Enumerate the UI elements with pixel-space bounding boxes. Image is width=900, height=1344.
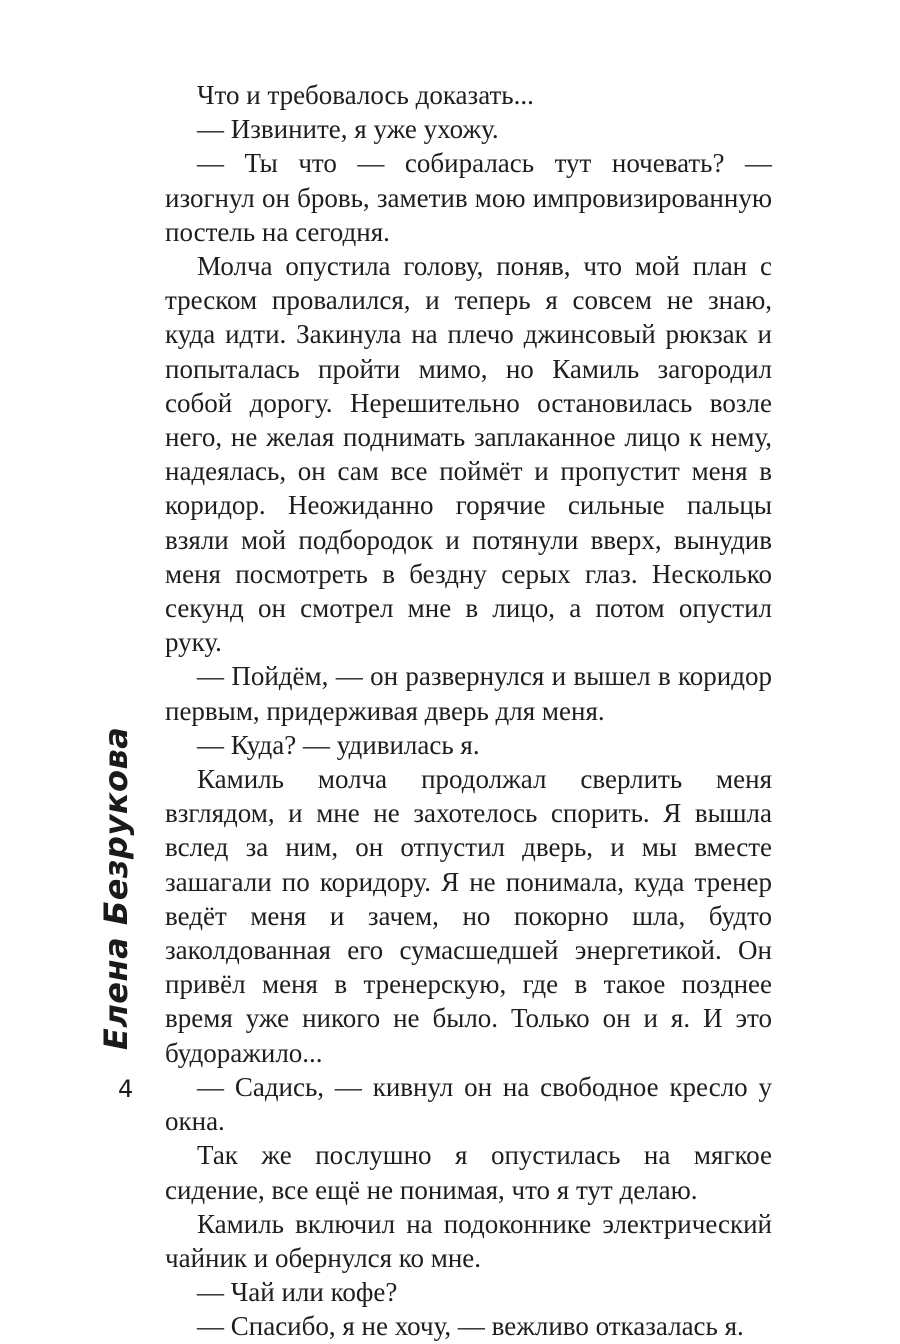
page-number: 4 xyxy=(118,1075,134,1103)
dialogue-line: — Садись, — кивнул он на свободное кресло у окна. xyxy=(165,1071,772,1137)
paragraph: Камиль молча продолжал сверлить меня взглядом, и мне не захотелось спорить. Я вышла вслед за ним, он отпустил дверь, и мы вместе зашагали по коридору. Я не понимала, куда тренер ведёт меня и зачем, но покорно шла, будто заколдованная его сумасшедшей энергетикой. Он привёл меня в тренерскую, где в такое позднее время уже никого не было. Только он и я. И это будоражило... xyxy=(165,764,772,1068)
paragraph: Камиль включил на подоконнике электрический чайник и обернулся ко мне. xyxy=(165,1208,772,1273)
dialogue-line: — Пойдём, — он развернулся и вышел в коридор первым, придерживая дверь для меня. xyxy=(165,661,772,726)
paragraph: Так же послушно я опустилась на мягкое сидение, все ещё не понимая, что я тут делаю. xyxy=(165,1140,772,1205)
page-body-text xyxy=(165,78,772,1344)
author-name-running-head: Елена Безрукова xyxy=(97,726,135,1050)
dialogue-line: — Спасибо, я не хочу, — вежливо отказалась я. xyxy=(197,1311,744,1342)
dialogue-line: — Извините, я уже ухожу. xyxy=(197,114,499,145)
paragraph: Что и требовалось доказать... xyxy=(197,80,534,110)
dialogue-line: — Куда? — удивилась я. xyxy=(197,729,480,760)
dialogue-line: — Чай или кофе? xyxy=(197,1277,398,1308)
paragraph: Молча опустила голову, поняв, что мой план с треском провалился, и теперь я совсем не знаю, куда идти. Закинула на плечо джинсовый рюкзак и попыталась пройти мимо, но Камиль загородил собой дорогу. Нерешительно остановилась возле него, не желая поднимать заплаканное лицо к нему, надеялась, он сам все поймёт и пропустит меня в коридор. Неожиданно горячие сильные пальцы взяли мой подбородок и потянули вверх, вынудив меня посмотреть в бездну серых глаз. Несколько секунд он смотрел мне в лицо, а потом опустил руку. xyxy=(165,251,772,658)
dialogue-line: — Ты что — собиралась тут ночевать? — изогнул он бровь, заметив мою импровизированную постель на сегодня. xyxy=(165,148,772,247)
